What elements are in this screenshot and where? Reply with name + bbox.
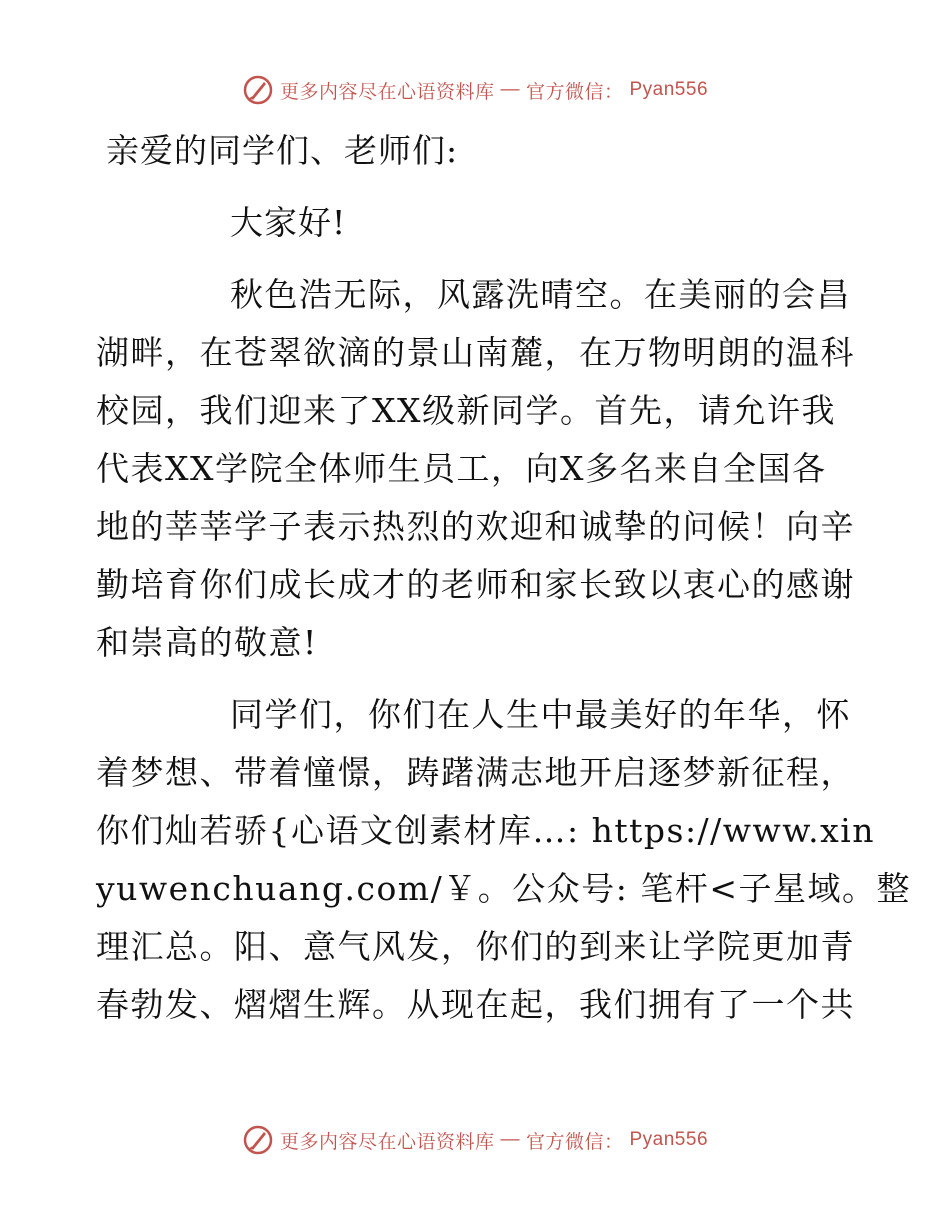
quill-logo-icon — [242, 74, 274, 106]
salutation: 亲爱的同学们、老师们: — [106, 131, 459, 170]
paragraph-line: 理汇总。阳、意气风发，你们的到来让学院更加青 — [96, 927, 855, 966]
watermark-separator: — — [500, 79, 520, 100]
watermark-text: 更多内容尽在心语资料库 — [279, 81, 495, 103]
document-body — [96, 122, 911, 1034]
paragraph-line: 秋色浩无际，风露洗晴空。在美丽的会昌 — [230, 275, 851, 314]
paragraph-line: 勤培育你们成长成才的老师和家长致以衷心的感谢 — [96, 565, 855, 604]
paragraph-line: 代表XX学院全体师生员工，向X多名来自全国各 — [96, 449, 827, 488]
watermark-wechat-id: Pyan556 — [629, 1129, 709, 1150]
paragraph-line: 校园，我们迎来了XX级新同学。首先，请允许我 — [96, 391, 836, 430]
paragraph-line: 你们灿若骄{心语文创素材库…: https://www.xin — [96, 811, 876, 850]
watermark-text: 更多内容尽在心语资料库 — [279, 1131, 495, 1153]
paragraph-line: 春勃发、熠熠生辉。从现在起，我们拥有了一个共 — [96, 985, 855, 1024]
paragraph-line: 同学们，你们在人生中最美好的年华，怀 — [230, 695, 851, 734]
paragraph-2 — [96, 686, 911, 1034]
watermark-suffix: 官方微信： — [525, 1131, 624, 1153]
paragraph-line: yuwenchuang.com/￥。公众号: 笔杆<子星域。整 — [96, 869, 911, 908]
header-watermark — [0, 70, 950, 110]
watermark-wechat-id: Pyan556 — [629, 79, 709, 100]
paragraph-line: 着梦想、带着憧憬，踌躇满志地开启逐梦新征程， — [96, 753, 855, 792]
quill-logo-icon — [242, 1124, 274, 1156]
greeting: 大家好! — [230, 203, 347, 242]
footer-watermark — [0, 1120, 950, 1160]
paragraph-line: 地的莘莘学子表示热烈的欢迎和诚挚的问候！向辛 — [96, 507, 855, 546]
watermark-separator: — — [500, 1129, 520, 1150]
paragraph-line: 和崇高的敬意! — [96, 623, 318, 662]
paragraph-1 — [96, 266, 856, 672]
paragraph-line: 湖畔，在苍翠欲滴的景山南麓，在万物明朗的温科 — [96, 333, 855, 372]
watermark-suffix: 官方微信： — [525, 81, 624, 103]
